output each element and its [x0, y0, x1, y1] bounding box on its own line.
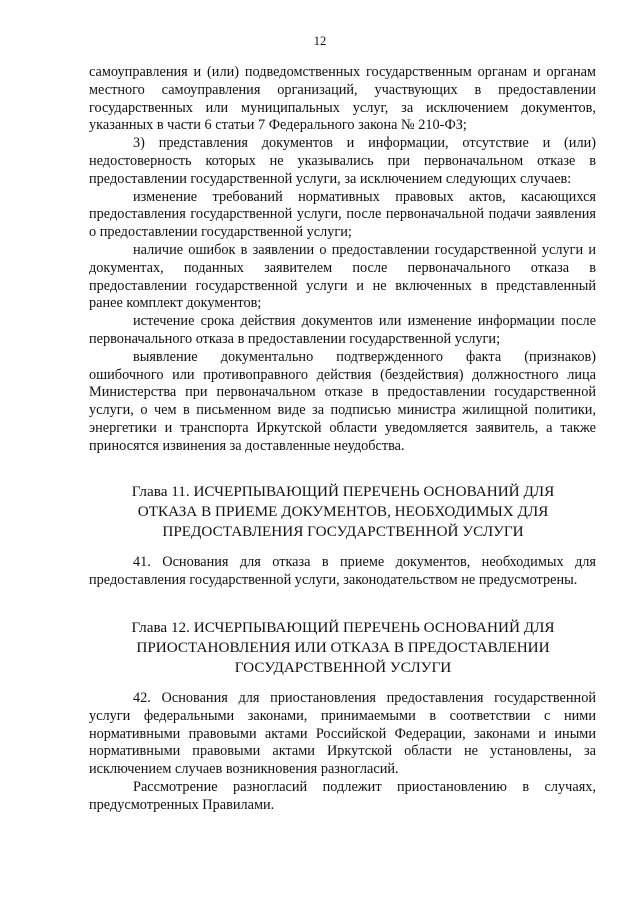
paragraph-disagreements: Рассмотрение разногласий подлежит приостановлению в случаях, предусмотренных Правилами.: [89, 778, 596, 813]
chapter-11-heading: [96, 482, 590, 542]
chapter-12-heading: [96, 618, 590, 678]
page-number: 12: [313, 34, 327, 48]
chapter-12-heading-line-2: ПРИОСТАНОВЛЕНИЯ ИЛИ ОТКАЗА В ПРЕДОСТАВЛЕНИИ: [136, 639, 550, 656]
paragraph-case-wrongful-action: выявление документально подтвержденного факта (признаков) ошибочного или противоправного действия (бездействия) должностного лица Министерства при первоначальном отказе в предоставлении государственной услуги, о чем в письменном виде за подписью министра жилищной политики, энергетики и транспорта Иркутской области уведомляется заявитель, а также приносятся извинения за доставленные неудобства.: [89, 348, 596, 454]
chapter-12-heading-line-1: Глава 12. ИСЧЕРПЫВАЮЩИЙ ПЕРЕЧЕНЬ ОСНОВАНИЙ ДЛЯ: [131, 619, 555, 636]
paragraph-case-errors: наличие ошибок в заявлении о предоставлении государственной услуги и документах, поданных заявителем после первоначального отказа в предоставлении государственной услуги и не включенных в представленный ранее комплект документов;: [89, 241, 596, 312]
paragraph-42: 42. Основания для приостановления предоставления государственной услуги федеральными законами, принимаемыми в соответствии с ними нормативными правовыми актами Российской Федерации, законами и иными нормативными правовыми актами Иркутской области не установлены, за исключением случаев возникновения разногласий.: [89, 690, 596, 778]
paragraph-item-3: 3) представления документов и информации, отсутствие и (или) недостоверность которых не указывались при первоначальном отказе в предоставлении государственной услуги, за исключением следующих случаев:: [89, 135, 596, 187]
chapter-12-heading-line-3: ГОСУДАРСТВЕННОЙ УСЛУГИ: [234, 659, 452, 676]
text-block-section-41: [89, 554, 596, 590]
text-block-section-42: [89, 690, 596, 815]
paragraph-case-requirements-change: изменение требований нормативных правовых актов, касающихся предоставления государственной услуги, после первоначальной подачи заявления о предоставлении государственной услуги;: [89, 188, 596, 241]
chapter-11-heading-line-2: ОТКАЗА В ПРИЕМЕ ДОКУМЕНТОВ, НЕОБХОДИМЫХ ДЛЯ: [137, 503, 549, 520]
chapter-11-heading-line-3: ПРЕДОСТАВЛЕНИЯ ГОСУДАРСТВЕННОЙ УСЛУГИ: [162, 523, 524, 540]
paragraph-41: 41. Основания для отказа в приеме документов, необходимых для предоставления государственной услуги, законодательством не предусмотрены.: [89, 554, 596, 588]
paragraph-continuation: самоуправления и (или) подведомственных государственным органам и органам местного самоуправления организаций, участвующих в предоставлении государственных или муниципальных услуг, за исключением документов, указанных в части 6 статьи 7 Федерального закона № 210-ФЗ;: [89, 64, 596, 134]
text-block-conditions: [89, 64, 596, 456]
chapter-11-heading-line-1: Глава 11. ИСЧЕРПЫВАЮЩИЙ ПЕРЕЧЕНЬ ОСНОВАНИЙ ДЛЯ: [131, 483, 555, 500]
paragraph-case-expiry: истечение срока действия документов или изменение информации после первоначального отказа в предоставлении государственной услуги;: [89, 313, 596, 347]
